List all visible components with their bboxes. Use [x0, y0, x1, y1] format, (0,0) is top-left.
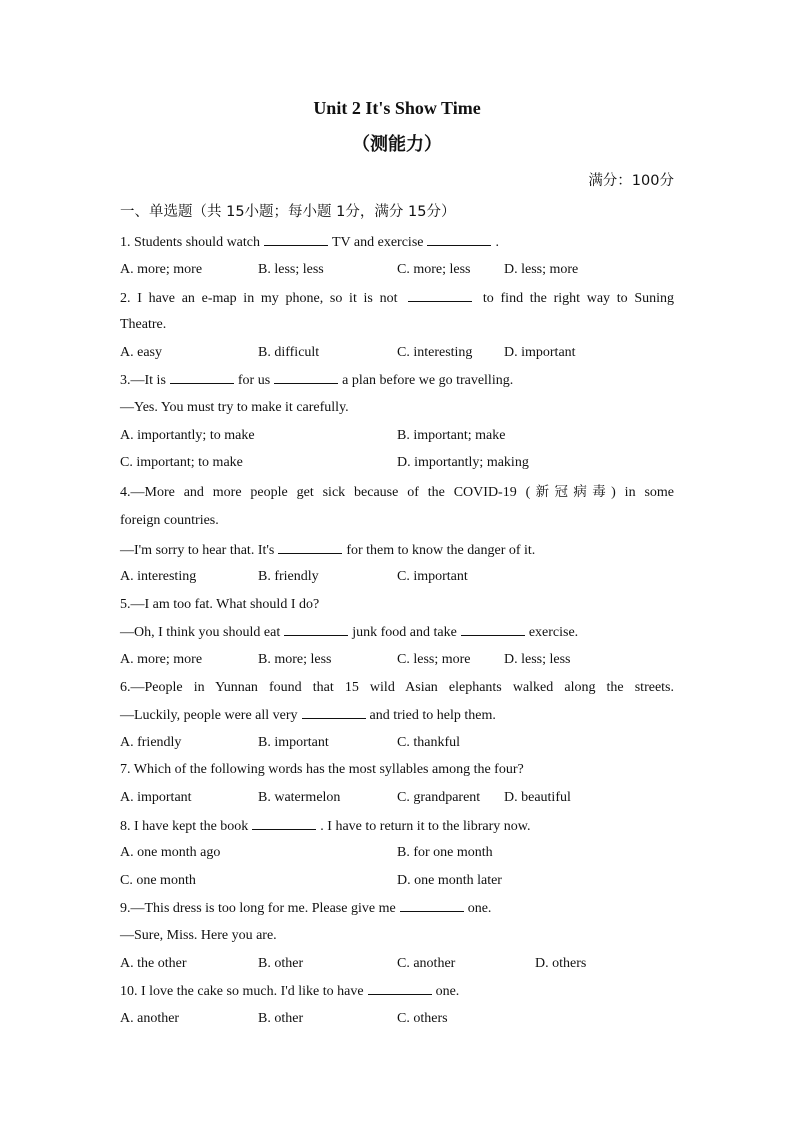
question-9-option-c: C. another: [397, 956, 456, 971]
question-7-option-b: B. watermelon: [258, 790, 341, 805]
total-score: 满分：100分: [588, 173, 674, 189]
question-3-stem: 3.—It is for us a plan before we go travelling.: [120, 370, 674, 391]
question-4-reply: —I'm sorry to hear that. It's for them to know the danger of it.: [120, 540, 674, 561]
question-4-stem-continued: foreign countries.: [120, 513, 219, 528]
question-10-option-a: A. another: [120, 1011, 180, 1026]
question-8-option-a: A. one month ago: [120, 845, 221, 860]
answer-blank: [427, 232, 491, 246]
question-5-reply: —Oh, I think you should eat junk food and take exercise.: [120, 622, 674, 643]
question-5-stem: 5.—I am too fat. What should I do?: [120, 597, 320, 612]
question-3-option-a: A. importantly; to make: [120, 428, 255, 443]
question-8-option-c: C. one month: [120, 873, 196, 888]
question-2-option-a: A. easy: [120, 345, 162, 360]
question-10-option-b: B. other: [258, 1011, 304, 1026]
question-6-reply: —Luckily, people were all very and tried to help them.: [120, 705, 674, 726]
answer-blank: [461, 622, 525, 636]
question-7-option-d: D. beautiful: [504, 790, 571, 805]
question-1-option-a: A. more; more: [120, 262, 203, 277]
answer-blank: [278, 540, 342, 554]
section-heading: 一、单选题（共 15小题；每小题 1分，满分 15分）: [120, 204, 456, 220]
question-5-option-c: C. less; more: [397, 652, 471, 667]
question-5-option-d: D. less; less: [504, 652, 571, 667]
answer-blank: [170, 370, 234, 384]
question-3-option-b: B. important; make: [397, 428, 506, 443]
question-4-option-b: B. friendly: [258, 569, 319, 584]
question-1-option-d: D. less; more: [504, 262, 579, 277]
question-7-option-a: A. important: [120, 790, 192, 805]
question-2-option-d: D. important: [504, 345, 576, 360]
question-2-stem-continued: Theatre.: [120, 317, 167, 332]
question-8-stem: 8. I have kept the book . I have to return it to the library now.: [120, 816, 674, 837]
question-9-option-a: A. the other: [120, 956, 187, 971]
answer-blank: [252, 816, 316, 830]
question-6-option-c: C. thankful: [397, 735, 460, 750]
question-9-option-d: D. others: [535, 956, 587, 971]
question-9-option-b: B. other: [258, 956, 304, 971]
question-10-option-c: C. others: [397, 1011, 448, 1026]
question-3-option-d: D. importantly; making: [397, 455, 529, 470]
question-4-option-a: A. interesting: [120, 569, 197, 584]
answer-blank: [274, 370, 338, 384]
question-9-reply: —Sure, Miss. Here you are.: [120, 928, 277, 943]
question-9-stem: 9.—This dress is too long for me. Please give me one.: [120, 898, 674, 919]
question-2-option-c: C. interesting: [397, 345, 473, 360]
question-10-stem: 10. I love the cake so much. I'd like to have one.: [120, 981, 674, 1002]
question-5-option-a: A. more; more: [120, 652, 203, 667]
question-4-option-c: C. important: [397, 569, 468, 584]
question-8-option-b: B. for one month: [397, 845, 493, 860]
question-1-stem: 1. Students should watch TV and exercise .: [120, 232, 674, 253]
question-5-option-b: B. more; less: [258, 652, 332, 667]
question-2-stem: 2. I have an e-map in my phone, so it is not to find the right way to Suning: [120, 288, 674, 309]
question-3-option-c: C. important; to make: [120, 455, 243, 470]
question-3-reply: —Yes. You must try to make it carefully.: [120, 400, 349, 415]
question-7-option-c: C. grandparent: [397, 790, 481, 805]
question-6-option-b: B. important: [258, 735, 329, 750]
answer-blank: [284, 622, 348, 636]
question-7-stem: 7. Which of the following words has the most syllables among the four?: [120, 762, 524, 777]
answer-blank: [408, 288, 472, 302]
question-2-option-b: B. difficult: [258, 345, 320, 360]
question-6-option-a: A. friendly: [120, 735, 182, 750]
question-1-option-b: B. less; less: [258, 262, 324, 277]
question-1-option-c: C. more; less: [397, 262, 471, 277]
page-title: Unit 2 It's Show Time: [313, 98, 481, 118]
answer-blank: [302, 705, 366, 719]
answer-blank: [368, 981, 432, 995]
question-8-option-d: D. one month later: [397, 873, 502, 888]
question-4-stem: 4.—More and more people get sick because of the COVID-19 (新冠病毒) in some: [120, 484, 674, 500]
question-6-stem: 6.—People in Yunnan found that 15 wild Asian elephants walked along the streets.: [120, 680, 674, 695]
page-subtitle: （测能力）: [352, 134, 442, 154]
answer-blank: [264, 232, 328, 246]
answer-blank: [400, 898, 464, 912]
